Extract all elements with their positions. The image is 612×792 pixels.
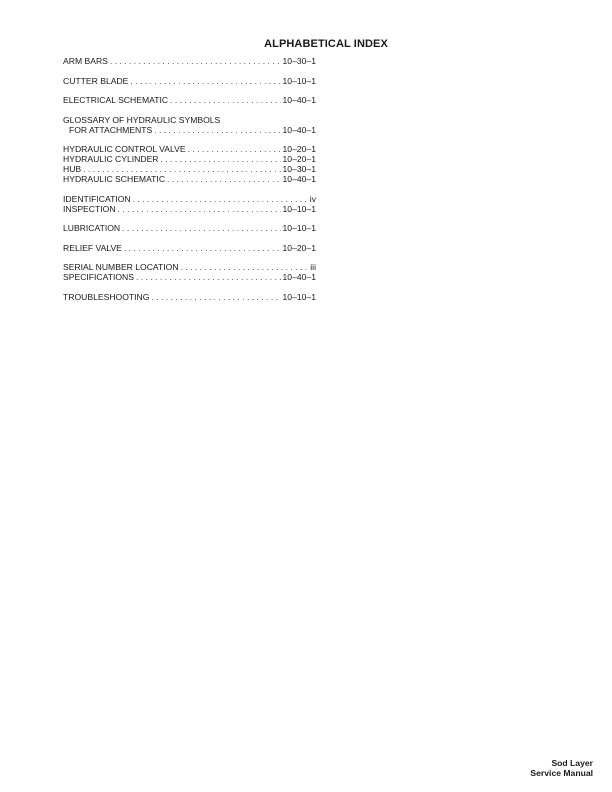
entry-label: RELIEF VALVE xyxy=(63,242,122,253)
index-entry-inspection[interactable] xyxy=(63,204,316,214)
index-group xyxy=(63,76,316,86)
entry-page-number: 10–20–1 xyxy=(282,154,316,164)
index-entry-electrical-schematic[interactable] xyxy=(63,95,316,105)
entry-label: HYDRAULIC SCHEMATIC xyxy=(63,174,166,184)
dot-leader xyxy=(151,292,280,302)
entry-page-number: 10–40–1 xyxy=(282,272,316,282)
entry-page-number: 10–10–1 xyxy=(282,223,316,233)
entry-label: LUBRICATION xyxy=(63,223,121,233)
index-entry-hydraulic-control-valve[interactable] xyxy=(63,144,316,154)
index-group xyxy=(63,95,316,105)
footer-product-name: Sod Layer xyxy=(551,758,593,768)
entry-label: HYDRAULIC CONTROL VALVE xyxy=(63,144,186,154)
entry-label: CUTTER BLADE xyxy=(63,75,129,86)
entry-label: HYDRAULIC CYLINDER xyxy=(63,154,159,164)
entry-label: SPECIFICATIONS xyxy=(63,272,134,282)
dot-leader xyxy=(161,154,281,164)
index-entry-relief-valve[interactable] xyxy=(63,243,316,253)
entry-page-number: 10–20–1 xyxy=(282,242,316,253)
entry-page-number: 10–20–1 xyxy=(282,144,316,154)
entry-page-number: 10–30–1 xyxy=(282,56,316,66)
dot-leader xyxy=(110,56,281,66)
index-entry-serial-number-location[interactable] xyxy=(63,262,316,272)
entry-page-number: iv xyxy=(309,193,316,204)
index-entry-arm-bars[interactable] xyxy=(63,56,316,66)
entry-page-number: 10–30–1 xyxy=(282,164,316,174)
index-group xyxy=(63,115,316,135)
index-entry-cutter-blade[interactable] xyxy=(63,76,316,86)
dot-leader xyxy=(154,125,280,135)
index-entry-for-attachments[interactable] xyxy=(63,125,316,135)
entry-page-number: 10–10–1 xyxy=(282,203,316,214)
index-entry-lubrication[interactable] xyxy=(63,223,316,233)
index-list xyxy=(63,56,316,311)
index-entry-troubleshooting[interactable] xyxy=(63,292,316,302)
entry-page-number: 10–40–1 xyxy=(282,95,316,105)
index-entry-hydraulic-schematic[interactable] xyxy=(63,174,316,184)
entry-label: ELECTRICAL SCHEMATIC xyxy=(63,95,169,105)
entry-label: SERIAL NUMBER LOCATION xyxy=(63,262,179,272)
index-entry-identification[interactable] xyxy=(63,194,316,204)
entry-label: INSPECTION xyxy=(63,203,116,214)
index-group xyxy=(63,223,316,233)
entry-page-number: iii xyxy=(310,262,316,272)
dot-leader xyxy=(188,144,281,154)
index-group xyxy=(63,262,316,282)
entry-label: HUB xyxy=(63,164,82,174)
entry-page-number: 10–40–1 xyxy=(282,124,316,135)
dot-leader xyxy=(167,174,281,184)
index-group xyxy=(63,194,316,214)
entry-label: TROUBLESHOOTING xyxy=(63,291,150,302)
entry-page-number: 10–40–1 xyxy=(282,174,316,184)
dot-leader xyxy=(118,204,281,214)
dot-leader xyxy=(122,223,280,233)
index-entry-hub[interactable] xyxy=(63,164,316,174)
entry-page-number: 10–10–1 xyxy=(282,291,316,302)
index-group xyxy=(63,243,316,253)
page-footer xyxy=(530,758,593,778)
dot-leader xyxy=(170,95,280,105)
entry-heading-glossary: GLOSSARY OF HYDRAULIC SYMBOLS xyxy=(63,114,221,125)
index-group xyxy=(63,56,316,66)
entry-label: FOR ATTACHMENTS xyxy=(69,124,153,135)
dot-leader xyxy=(181,262,309,272)
dot-leader xyxy=(133,194,308,204)
entry-page-number: 10–10–1 xyxy=(282,75,316,86)
dot-leader xyxy=(136,272,281,282)
index-entry-hydraulic-cylinder[interactable] xyxy=(63,154,316,164)
entry-label: ARM BARS xyxy=(63,56,108,66)
index-group xyxy=(63,144,316,184)
dot-leader xyxy=(83,164,280,174)
index-entry-specifications[interactable] xyxy=(63,272,316,282)
page-title: ALPHABETICAL INDEX xyxy=(264,38,388,50)
footer-manual-name: Service Manual xyxy=(530,768,593,778)
dot-leader xyxy=(130,76,280,86)
index-group xyxy=(63,292,316,302)
dot-leader xyxy=(124,243,281,253)
entry-label: IDENTIFICATION xyxy=(63,193,131,204)
